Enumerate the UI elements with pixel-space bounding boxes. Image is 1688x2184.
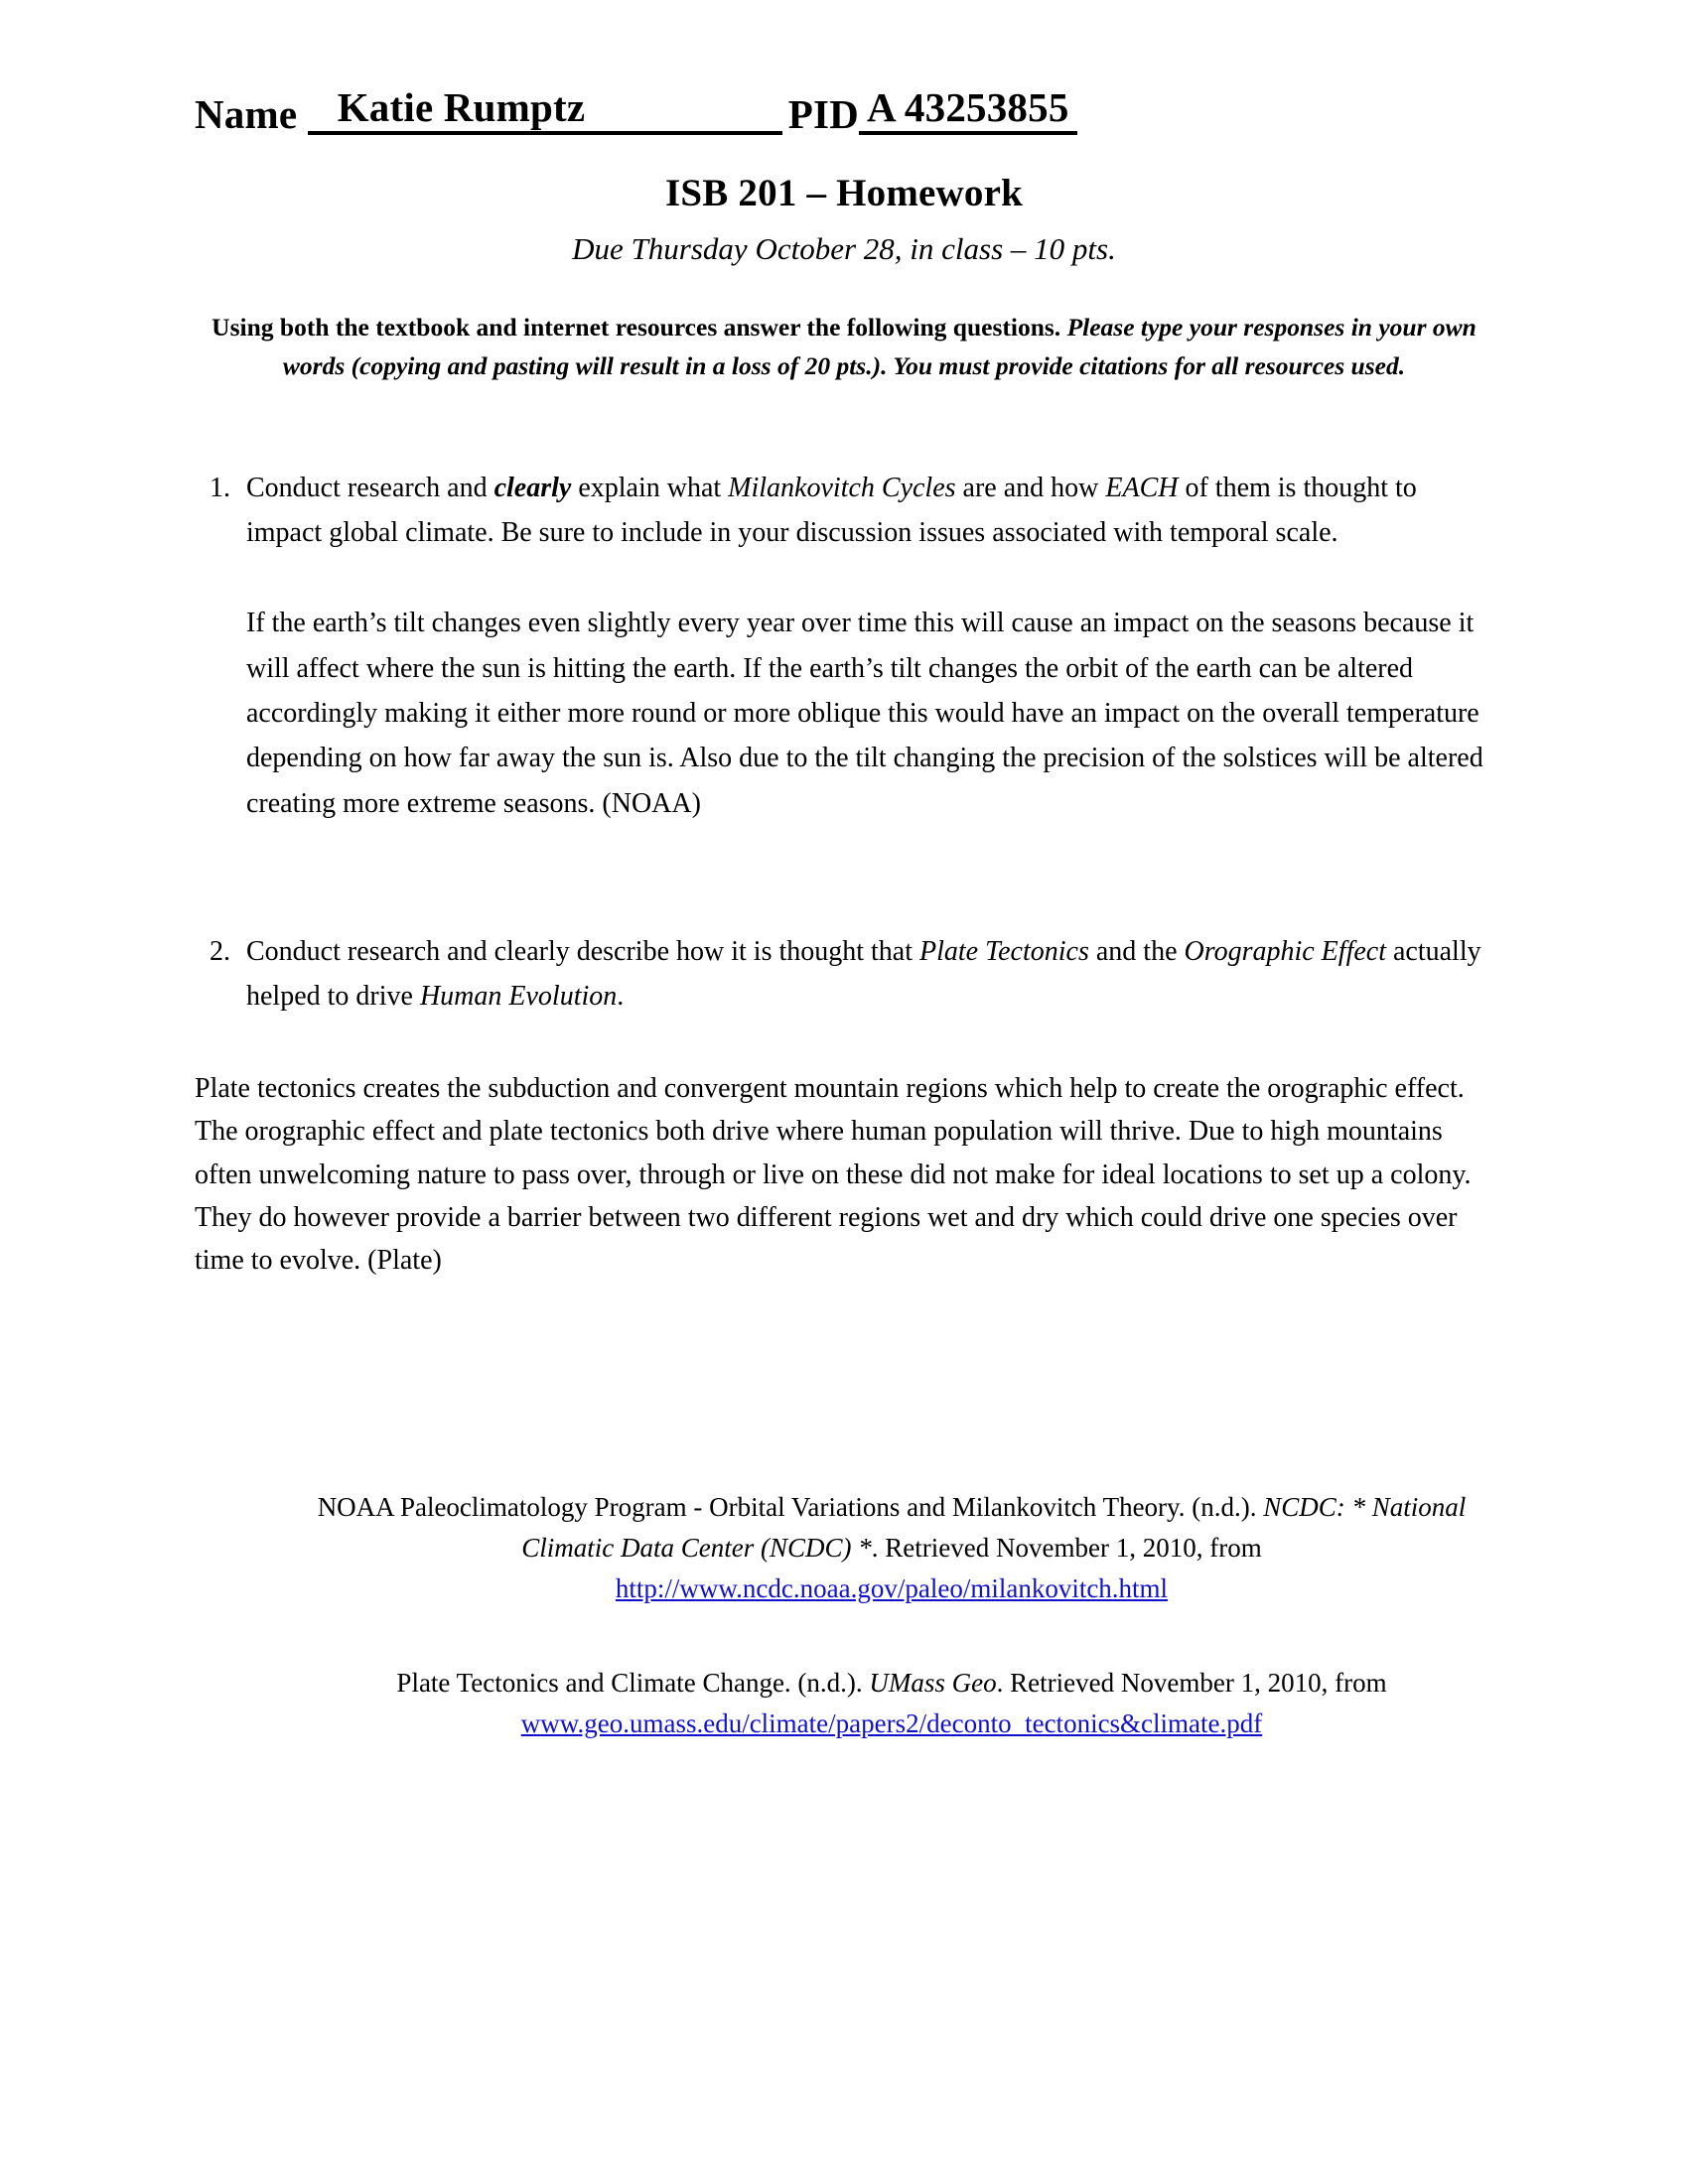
q2-italic-orographic-effect: Orographic Effect	[1184, 936, 1386, 968]
reference-link-2[interactable]: www.geo.umass.edu/climate/papers2/deconto_tectonics&climate.pdf	[520, 1707, 1263, 1738]
q1-emphasis-clearly: clearly	[493, 472, 572, 503]
pid-label: PID	[787, 91, 859, 137]
ref1-text-2: . Retrieved November 1, 2010, from	[871, 1532, 1262, 1563]
assignment-instructions	[204, 309, 1484, 386]
questions-list-2	[0, 929, 1688, 1020]
ref2-text-2: . Retrieved November 1, 2010, from	[996, 1667, 1387, 1698]
q1-run-2: explain what	[571, 472, 729, 503]
q2-run-2: and the	[1088, 936, 1185, 968]
question-text-2	[246, 936, 1481, 1012]
question-number-1: 1.	[210, 472, 230, 503]
q2-run-4: .	[617, 981, 625, 1013]
question-item-1	[210, 466, 1493, 556]
pid-field-value: A 43253855	[859, 87, 1077, 135]
answer-text-2: Plate tectonics creates the subduction and convergent mountain regions which help to create the orographic effect. The orographic effect and plate tectonics both drive where human population will thrive. Due to high mountains often unwelcoming nature to pass over, through or live on these did not make for ideal locations to set up a colony. They do however provide a barrier between two different regions wet and dry which could drive one species over time to evolve. (Plate)	[195, 1072, 1472, 1277]
q1-run-3: are and how	[955, 472, 1106, 503]
q1-run-4: of them is thought to impact global climate. Be sure to include in your discussion issues associated with temporal scale.	[246, 472, 1417, 548]
instructions-plain: Using both the textbook and internet resources answer the following questions.	[211, 313, 1067, 341]
q1-run-1: Conduct research and	[246, 472, 494, 503]
reference-entry-1	[195, 1487, 1493, 1609]
questions-list	[0, 466, 1688, 556]
references-section	[195, 1487, 1493, 1744]
ref1-italic-source: NCDC: * National Climatic Data Center (NCDC) *	[521, 1491, 1467, 1563]
ref1-text-1: NOAA Paleoclimatology Program - Orbital Variations and Milankovitch Theory. (n.d.).	[317, 1491, 1264, 1522]
ref2-text-1: Plate Tectonics and Climate Change. (n.d.).	[396, 1667, 870, 1698]
name-label: Name	[195, 91, 308, 137]
document-title: ISB 201 – Homework	[664, 172, 1024, 214]
q1-italic-each: EACH	[1105, 472, 1179, 503]
document-subtitle: Due Thursday October 28, in class – 10 pts.	[572, 231, 1116, 266]
reference-link-1[interactable]: http://www.ncdc.noaa.gov/paleo/milankovitch.html	[615, 1572, 1169, 1603]
q2-run-1: Conduct research and clearly describe how it is thought that	[246, 936, 920, 968]
reference-entry-2	[195, 1663, 1493, 1744]
q1-italic-milankovitch-cycles: Milankovitch Cycles	[728, 472, 956, 503]
question-number-2: 2.	[210, 936, 230, 968]
q2-italic-plate-tectonics: Plate Tectonics	[919, 936, 1089, 968]
instructions-emphasis: Please type your responses in your own words (copying and pasting will result in a loss of 20 pts.). You must provide citations for all resources used.	[282, 313, 1477, 380]
q2-run-3: actually helped to drive	[246, 936, 1481, 1013]
answer-text-1: If the earth’s tilt changes even slightly every year over time this will cause an impact on the seasons because it will affect where the sun is hitting the earth. If the earth’s tilt changes the orbit of the earth can be altered accordingly making it either more round or more oblique this would have an impact on the overall temperature depending on how far away the sun is. Also due to the tilt changing the precision of the solstices will be altered creating more extreme seasons. (NOAA)	[246, 608, 1483, 819]
q2-italic-human-evolution: Human Evolution	[419, 981, 618, 1013]
student-header	[0, 0, 1688, 135]
question-item-2	[210, 929, 1493, 1020]
ref2-italic-source: UMass Geo	[869, 1667, 997, 1698]
question-text-1	[246, 473, 1417, 548]
name-field-value: Katie Rumptz	[308, 87, 782, 135]
